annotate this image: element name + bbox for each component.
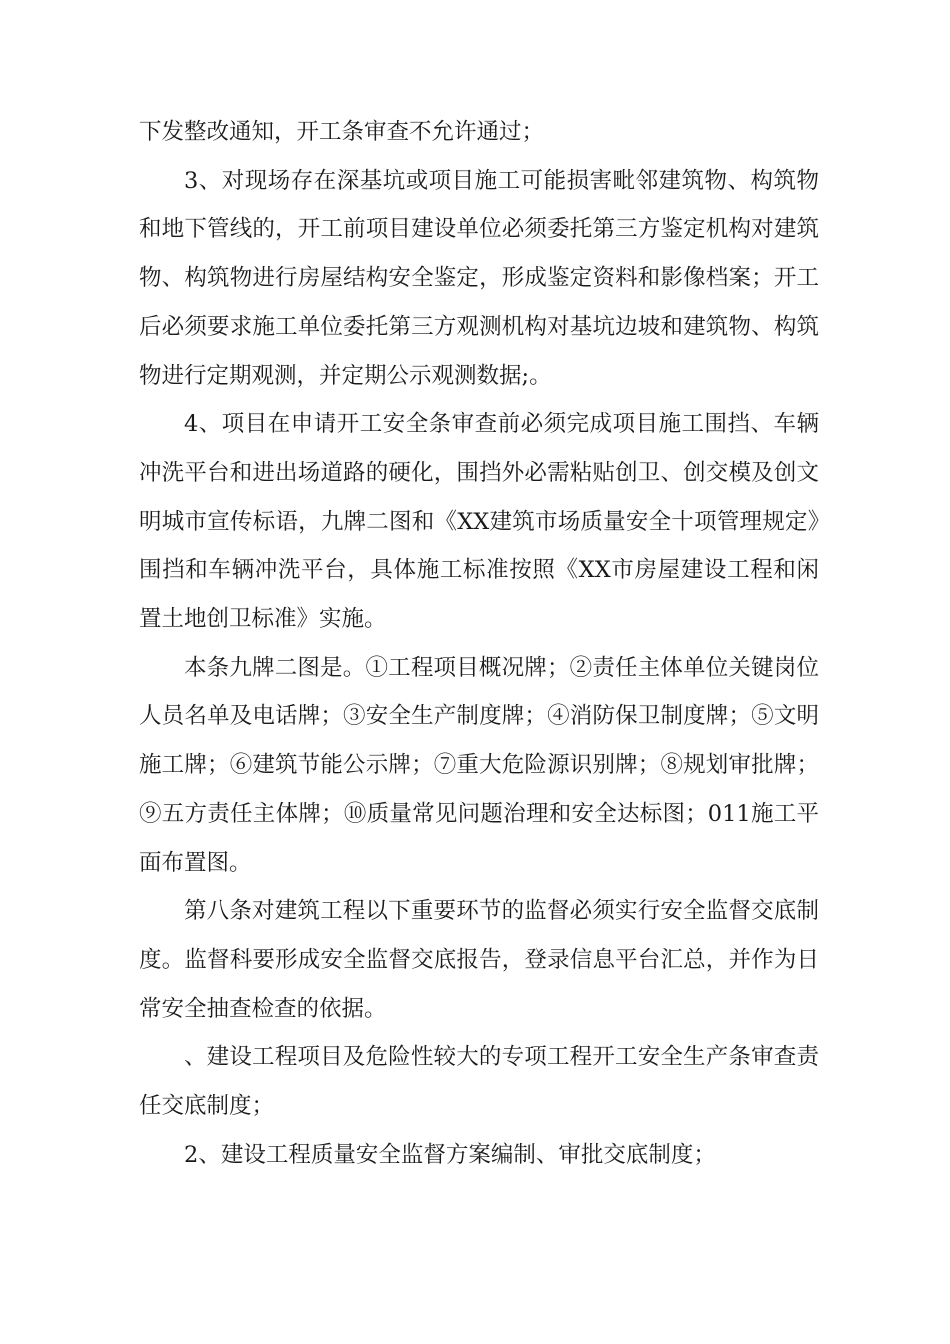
paragraph-item-4: 4、项目在申请开工安全条审查前必须完成项目施工围挡、车辆冲洗平台和进出场道路的硬化，围挡外必需粘贴创卫、创交模及创文明城市宣传标语，九牌二图和《XX建筑市场质量安全十项管理规定》围挡和车辆冲洗平台，具体施工标准按照《XX市房屋建设工程和闲置土地创卫标准》实施。: [139, 411, 819, 633]
paragraph-signboards: 本条九牌二图是。①工程项目概况牌；②责任主体单位关键岗位人员名单及电话牌；③安全生产制度牌；④消防保卫制度牌；⑤文明施工牌；⑥建筑节能公示牌；⑦重大危险源识别牌；⑧规划审批牌；⑨五方责任主体牌；⑩质量常见问题治理和安全达标图；011施工平面布置图。: [139, 654, 819, 876]
paragraph-article-8: 第八条对建筑工程以下重要环节的监督必须实行安全监督交底制度。监督科要形成安全监督交底报告，登录信息平台汇总，并作为日常安全抽查检查的依据。: [139, 898, 819, 1022]
paragraph-list-item-2: 2、建设工程质量安全监督方案编制、审批交底制度；: [184, 1141, 716, 1168]
document-body: [139, 108, 819, 1179]
paragraph-list-item-1: 、建设工程项目及危险性较大的专项工程开工安全生产条审查责任交底制度；: [139, 1044, 819, 1120]
paragraph-item-3: 3、对现场存在深基坑或项目施工可能损害毗邻建筑物、构筑物和地下管线的，开工前项目建设单位必须委托第三方鉴定机构对建筑物、构筑物进行房屋结构安全鉴定，形成鉴定资料和影像档案；开工后必须要求施工单位委托第三方观测机构对基坑边坡和建筑物、构筑物进行定期观测，并定期公示观测数据;。: [139, 167, 819, 389]
paragraph-continuation: 下发整改通知，开工条审查不允许通过；: [139, 119, 545, 145]
